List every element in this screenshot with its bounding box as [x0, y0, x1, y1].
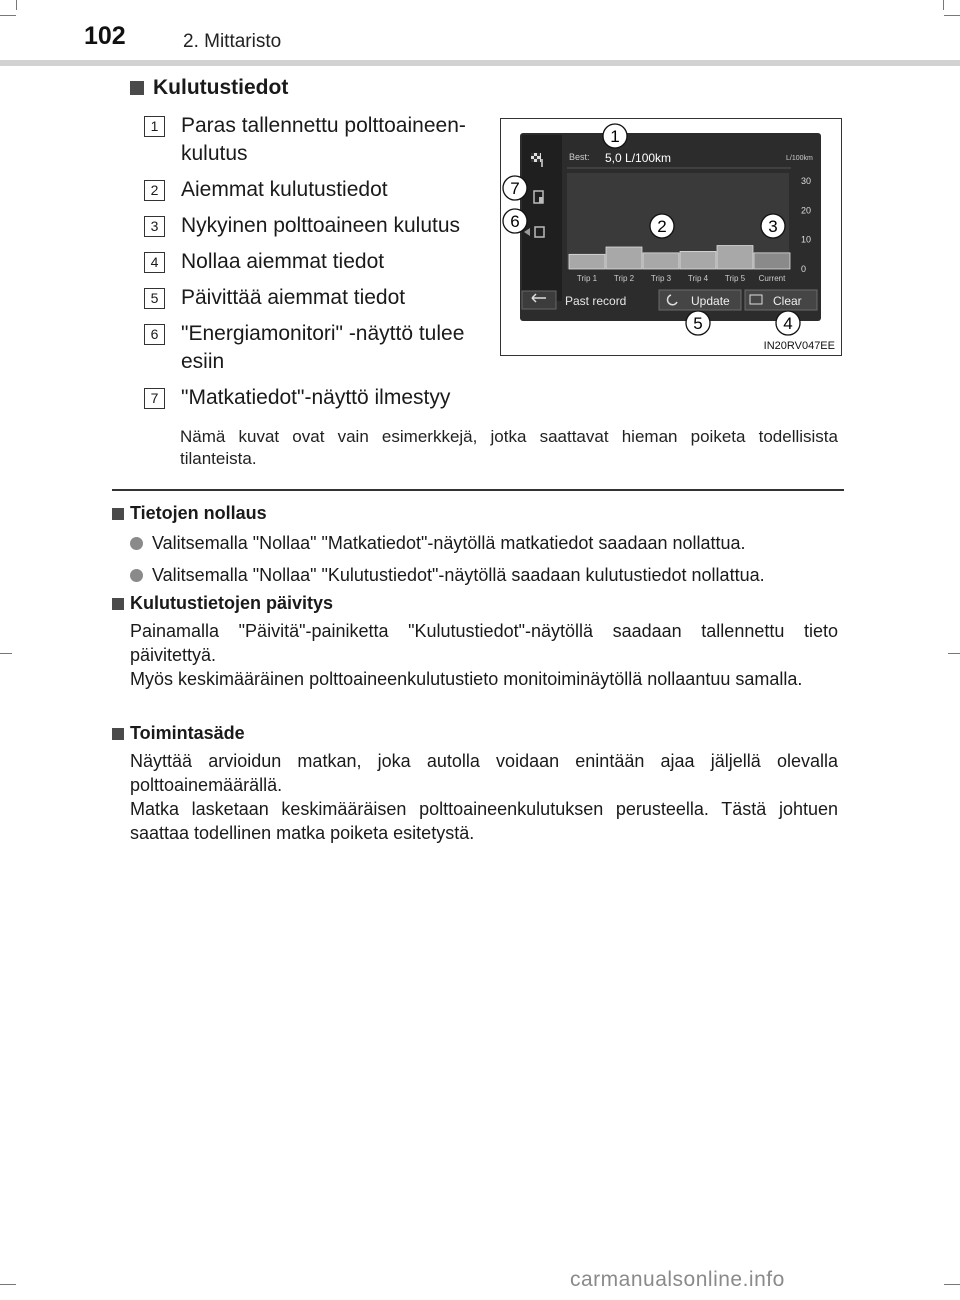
screen-illustration: [501, 119, 841, 355]
item-text: Paras tallennettu polttoaineen-kulutus: [181, 114, 466, 165]
crop-mark: [943, 0, 944, 10]
trip-label: Trip 1: [576, 274, 598, 283]
reset-section: [112, 500, 838, 588]
best-value: 5,0 L/100km: [605, 151, 672, 165]
unit-label: L/100km: [786, 155, 813, 162]
callout-4: [776, 311, 800, 335]
callout-number: 7: [510, 179, 520, 198]
chart-bar: [643, 253, 679, 269]
callout-list: [144, 112, 484, 420]
list-item: [144, 320, 484, 376]
item-number: 1: [144, 116, 165, 137]
list-item: [144, 384, 484, 412]
item-number: 3: [144, 216, 165, 237]
subsection-heading: [112, 500, 838, 526]
bullet-item: [130, 530, 838, 556]
clear-label: Clear: [773, 294, 802, 308]
trip-label: Current: [758, 274, 786, 283]
callout-number: 3: [768, 217, 778, 236]
trip-label: Trip 4: [687, 274, 709, 283]
crop-mark: [944, 1284, 960, 1285]
bullet-text: Valitsemalla "Nollaa" "Matkatiedot"-näytöllä matkatiedot saadaan nollattua.: [152, 533, 746, 553]
subsection-heading: [112, 720, 838, 746]
item-text: "Matkatiedot"-näyttö ilmestyy: [181, 386, 451, 409]
range-section: [112, 720, 838, 845]
paragraph: Matka lasketaan keskimääräisen polttoaineenkulutuksen perusteella. Tästä johtuen saattaa todellinen matka poiketa esitetystä.: [130, 799, 838, 843]
y-tick-label: 0: [801, 264, 807, 274]
callout-6: [503, 209, 527, 233]
item-text: Päivittää aiemmat tiedot: [181, 286, 406, 309]
callout-number: 5: [693, 314, 703, 333]
crop-mark: [16, 0, 17, 10]
list-item: [144, 176, 484, 204]
callout-number: 4: [783, 314, 793, 333]
list-item: [144, 284, 484, 312]
callout-number: 2: [657, 217, 667, 236]
update-label: Update: [691, 294, 730, 308]
subsection-title: Tietojen nollaus: [130, 503, 267, 523]
callout-5: [686, 311, 710, 335]
paragraph: Painamalla "Päivitä"-painiketta "Kulutustiedot"-näytöllä saadaan tallennettu tieto päivitettyä.: [130, 621, 838, 665]
paragraph: Myös keskimääräinen polttoaineenkulutustieto monitoiminäytöllä nollaantuu samalla.: [130, 669, 803, 689]
crop-mark: [944, 15, 960, 16]
paragraph: Näyttää arvioidun matkan, joka autolla voidaan enintään ajaa jäljellä olevalla polttoainemäärällä.: [130, 751, 838, 795]
update-section: [112, 590, 838, 691]
subsection-title: Kulutustietojen päivitys: [130, 593, 334, 613]
round-bullet-icon: [130, 537, 143, 550]
callout-7: [503, 176, 527, 200]
item-text: Aiemmat kulutustiedot: [181, 178, 388, 201]
y-tick-label: 20: [801, 205, 812, 216]
y-tick-label: 30: [801, 176, 812, 186]
crop-mark: [948, 653, 960, 654]
callout-1: [603, 124, 627, 148]
callout-number: 6: [510, 212, 520, 231]
page-number: 102: [84, 22, 126, 50]
figure-code: IN20RV047EE: [763, 340, 835, 352]
list-item: [144, 212, 484, 240]
section-title: Kulutustiedot: [153, 76, 289, 99]
round-bullet-icon: [130, 569, 143, 582]
figure-note: Nämä kuvat ovat vain esimerkkejä, jotka saattavat hieman poiketa todellisista tilanteista.: [180, 427, 838, 468]
section-divider: [112, 489, 844, 491]
list-item: [144, 112, 484, 168]
chapter-title: 2. Mittaristo: [183, 31, 282, 52]
chart-bar: [569, 254, 605, 269]
y-tick-label: 10: [801, 234, 812, 245]
item-number: 7: [144, 388, 165, 409]
watermark: carmanualsonline.info: [570, 1268, 785, 1291]
item-number: 4: [144, 252, 165, 273]
crop-mark: [0, 1284, 16, 1285]
square-bullet-icon: [130, 81, 144, 95]
item-number: 6: [144, 324, 165, 345]
subsection-title: Toimintasäde: [130, 723, 245, 743]
crop-mark: [0, 653, 12, 654]
square-bullet-icon: [112, 508, 124, 520]
chart-bar: [680, 251, 716, 269]
square-bullet-icon: [112, 728, 124, 740]
screen-figure: [500, 118, 842, 356]
item-text: "Energiamonitori" -näyttö tulee esiin: [181, 322, 465, 373]
bullet-text: Valitsemalla "Nollaa" "Kulutustiedot"-näytöllä saadaan kulutustiedot nollattua.: [152, 565, 765, 585]
subsection-heading: [112, 590, 838, 616]
chart-bar: [717, 246, 753, 269]
trip-label: Trip 5: [724, 274, 746, 283]
callout-3: [761, 214, 785, 238]
best-label: Best:: [569, 152, 590, 162]
crop-mark: [0, 15, 16, 16]
item-number: 2: [144, 180, 165, 201]
chart-bar: [606, 247, 642, 269]
list-item: [144, 248, 484, 276]
bullet-item: [130, 562, 838, 588]
callout-2: [650, 214, 674, 238]
chart-bar: [754, 253, 790, 269]
item-number: 5: [144, 288, 165, 309]
callout-number: 1: [610, 127, 620, 146]
trip-label: Trip 2: [613, 274, 635, 283]
past-record-label: Past record: [565, 294, 627, 308]
trip-label: Trip 3: [650, 274, 672, 283]
square-bullet-icon: [112, 598, 124, 610]
item-text: Nykyinen polttoaineen kulutus: [181, 214, 461, 237]
header-rule: [0, 60, 960, 66]
item-text: Nollaa aiemmat tiedot: [181, 250, 385, 273]
section-heading: [130, 76, 288, 100]
